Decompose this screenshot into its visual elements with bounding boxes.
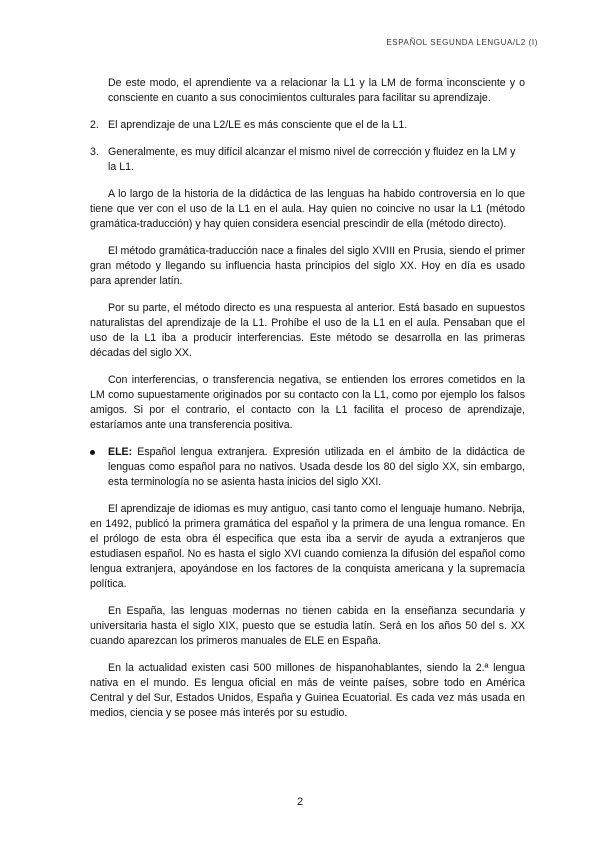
- bullet-icon: [90, 445, 108, 490]
- item-text: Generalmente, es muy difícil alcanzar el mismo nivel de corrección y fluidez en la LM y la L1.: [108, 146, 516, 173]
- body-text: [90, 76, 525, 733]
- paragraph-continuation: De este modo, el aprendiente va a relacionar la L1 y la LM de forma inconsciente y o consciente en cuanto a sus conocimientos culturales para facilitar su aprendizaje.: [108, 77, 525, 104]
- paragraph: A lo largo de la historia de la didáctica de las lenguas ha habido controversia en lo que tiene que ver con el uso de la L1 en el aula. Hay quien no coincive no usar la L1 (método gramática-traducción) y hay quien considera esencial prescindir de ella (método directo).: [90, 188, 525, 230]
- paragraph: El método gramática-traducción nace a finales del siglo XVIII en Prusia, siendo el primer gran método y llegando su influencia hasta principios del siglo XX. Hoy en día es usado para aprender latín.: [90, 245, 525, 287]
- item-number: 2.: [90, 119, 99, 131]
- paragraph: Con interferencias, o transferencia negativa, se entienden los errores cometidos en la LM como supuestamente originados por su contacto con la L1, como por ejemplo los falsos amigos. Si por el contrario, el contacto con la L1 facilita el proceso de aprendizaje, estaríamos ante una transferencia positiva.: [90, 374, 525, 431]
- bullet-item-ele: [90, 445, 525, 490]
- paragraph: Por su parte, el método directo es una respuesta al anterior. Está basado en supuestos naturalistas del aprendizaje de la L1. Prohíbe el uso de la L1 en el aula. Pensaban que el uso de la L1 iba a producir interferencias. Este método se desarrolla en las primeras décadas del siglo XX.: [90, 302, 525, 359]
- bullet-term: ELE:: [108, 446, 133, 458]
- numbered-item-3: [90, 145, 525, 175]
- paragraph: El aprendizaje de idiomas es muy antiguo, casi tanto como el lenguaje humano. Nebrija, en 1492, publicó la primera gramática del español y la primera de una lengua romance. En el prólogo de esta obra él especifica que esta iba a servir de ayuda a extranjeros que estudiasen español. No es hasta el siglo XVI cuando comienza la difusión del español como lengua extranjera, apoyándose en los factores de la conquista americana y la supremacía política.: [90, 503, 525, 590]
- page-number: 2: [296, 796, 304, 808]
- bullet-definition: Español lengua extranjera. Expresión utilizada en el ámbito de la didáctica de lenguas como español para no nativos. Usada desde los 80 del siglo XX, sin embargo, esta terminología no se asienta hasta inicios del siglo XXI.: [108, 446, 525, 488]
- item-number: 3.: [90, 146, 99, 158]
- paragraph: En la actualidad existen casi 500 millones de hispanohablantes, siendo la 2.ª lengua nativa en el mundo. Es lengua oficial en más de veinte países, sobre todo en América Central y del Sur, Estados Unidos, España y Guinea Ecuatorial. Es cada vez más usada en medios, ciencia y se posee más interés por su estudio.: [90, 662, 525, 719]
- paragraph: En España, las lenguas modernas no tienen cabida en la enseñanza secundaria y universitaria hasta el siglo XIX, puesto que se estudia latín. Será en los años 50 del s. XX cuando aparezcan los primeros manuales de ELE en España.: [90, 605, 525, 647]
- bullet-text: [108, 445, 525, 490]
- item-text: El aprendizaje de una L2/LE es más consciente que el de la L1.: [108, 119, 408, 131]
- numbered-item-2: [90, 118, 525, 133]
- running-header: ESPAÑOL SEGUNDA LENGUA/L2 (I): [386, 38, 538, 47]
